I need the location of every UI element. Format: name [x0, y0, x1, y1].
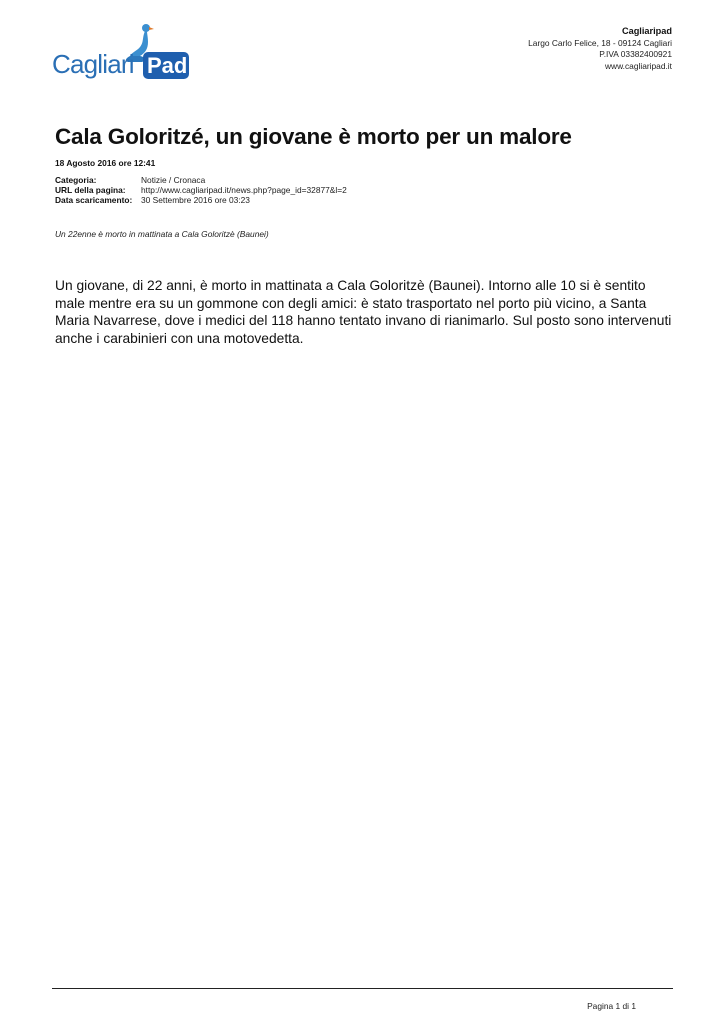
publisher-name: Cagliaripad	[621, 26, 672, 36]
article-title: Cala Goloritzé, un giovane è morto per un malore	[55, 124, 572, 149]
article-date: 18 Agosto 2016 ore 12:41	[55, 158, 156, 168]
page-url-link[interactable]: http://www.cagliaripad.it/news.php?page_id=32877&l=2	[141, 185, 347, 196]
cagliaripad-logo	[50, 20, 195, 84]
meta-value: 30 Settembre 2016 ore 03:23	[141, 195, 250, 206]
footer-divider	[52, 988, 673, 989]
publisher-vat: P.IVA 03382400921	[599, 49, 672, 59]
publisher-website[interactable]: www.cagliaripad.it	[604, 60, 672, 71]
page-number: Pagina 1 di 1	[587, 1001, 636, 1011]
meta-label: URL della pagina:	[55, 185, 126, 196]
meta-row-download-date	[55, 195, 347, 205]
meta-value: Notizie / Cronaca	[141, 175, 206, 185]
article-subtitle: Un 22enne è morto in mattinata a Cala Goloritzè (Baunei)	[55, 229, 269, 239]
logo-text-pad: Pad	[147, 53, 188, 78]
publisher-address: Largo Carlo Felice, 18 - 09124 Cagliari	[528, 37, 672, 48]
meta-label: Categoria:	[55, 175, 97, 185]
meta-row-url	[55, 185, 347, 195]
publisher-info	[528, 26, 672, 72]
meta-label: Data scaricamento:	[55, 195, 133, 206]
logo-text-cagliari: Cagliari	[52, 49, 134, 79]
article-body: Un giovane, di 22 anni, è morto in mattinata a Cala Goloritzè (Baunei). Intorno alle 10 si è sentito male mentre era su un gommone con degli amici: è stato trasportato nel porto più vicino, a Santa Maria Navarrese, dove i medici del 118 hanno tentato invano di rianimarlo. Sul posto sono intervenuti anche i carabinieri con una motovedetta.	[55, 278, 672, 346]
meta-row-category	[55, 175, 347, 185]
article-meta	[55, 175, 347, 206]
